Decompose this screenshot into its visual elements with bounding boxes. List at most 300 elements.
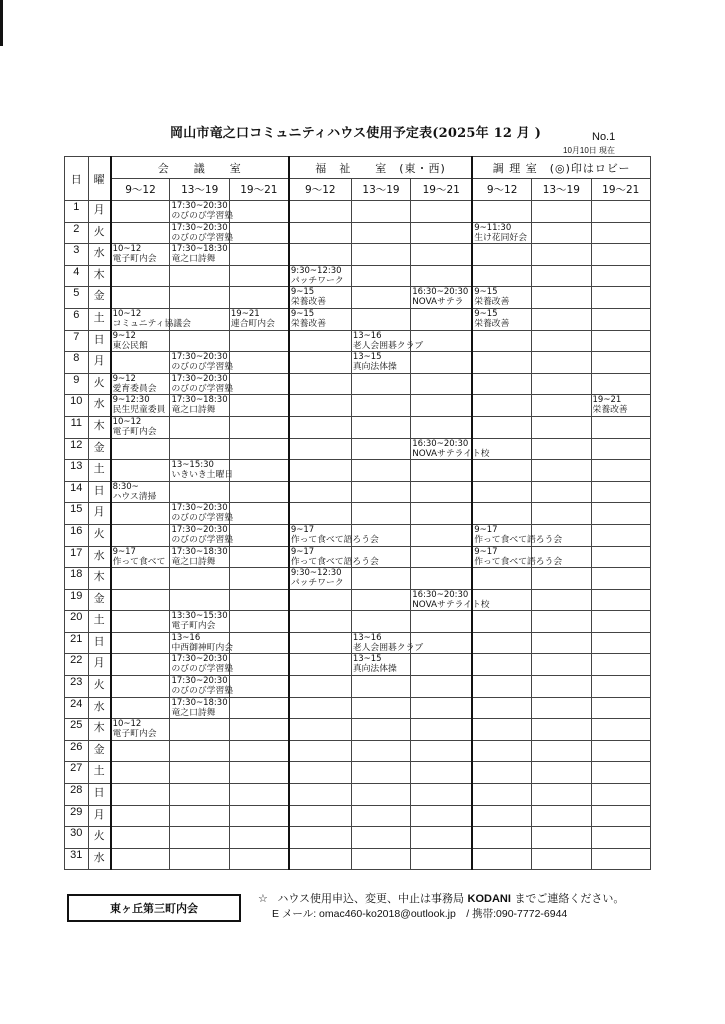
- schedule-cell: [111, 416, 170, 438]
- weekday: 火: [88, 222, 111, 244]
- schedule-cell: [472, 546, 563, 568]
- schedule-cell: [472, 805, 531, 827]
- day-number: 1: [65, 201, 89, 223]
- schedule-cell: [170, 762, 229, 784]
- schedule-cell: [591, 416, 650, 438]
- schedule-cell: [229, 352, 288, 374]
- event-time: 13~15:30: [171, 460, 214, 471]
- schedule-cell: [411, 373, 472, 395]
- weekday: 日: [88, 481, 111, 503]
- slot-header: 13～19: [532, 179, 591, 201]
- schedule-cell: [591, 481, 650, 503]
- schedule-cell: [111, 848, 170, 870]
- schedule-cell: [229, 740, 288, 762]
- event-time: 17:30~20:30: [171, 352, 228, 363]
- schedule-cell: [111, 568, 170, 590]
- schedule-cell: [532, 287, 591, 309]
- event-time: 19~21: [592, 395, 622, 406]
- schedule-cell: [351, 719, 410, 741]
- schedule-cell: [229, 373, 288, 395]
- schedule-cell: [170, 373, 234, 395]
- schedule-cell: [472, 222, 531, 244]
- slot-header: 9～12: [289, 179, 351, 201]
- schedule-cell: [229, 719, 288, 741]
- event-name: いきいき土曜日: [171, 470, 234, 481]
- schedule-cell: [111, 632, 170, 654]
- schedule-cell: [170, 568, 229, 590]
- schedule-cell: [351, 481, 410, 503]
- schedule-cell: [351, 352, 410, 374]
- schedule-cell: [532, 654, 591, 676]
- table-row: [65, 503, 651, 525]
- schedule-cell: [411, 546, 472, 568]
- schedule-cell: [411, 611, 472, 633]
- schedule-cell: [411, 416, 472, 438]
- schedule-cell: [591, 265, 650, 287]
- schedule-cell: [472, 352, 531, 374]
- schedule-cell: [170, 848, 229, 870]
- weekday: 土: [88, 611, 111, 633]
- day-number: 26: [65, 740, 89, 762]
- schedule-cell: [289, 416, 351, 438]
- schedule-cell: [411, 330, 472, 352]
- schedule-cell: [411, 719, 472, 741]
- event-time: 9~15: [290, 308, 315, 319]
- schedule-cell: [170, 719, 229, 741]
- event-time: 13~16: [352, 632, 382, 643]
- schedule-cell: [532, 244, 591, 266]
- slot-header: 9～12: [111, 179, 170, 201]
- schedule-cell: [289, 740, 351, 762]
- schedule-cell: [591, 654, 650, 676]
- weekday: 金: [88, 740, 111, 762]
- schedule-cell: [591, 805, 650, 827]
- event-name: 栄養改善: [592, 405, 628, 416]
- schedule-cell: [351, 546, 410, 568]
- schedule-cell: [411, 827, 472, 849]
- table-row: [65, 762, 651, 784]
- day-number: 6: [65, 308, 89, 330]
- schedule-cell: [111, 546, 170, 568]
- schedule-cell: [229, 568, 288, 590]
- weekday: 水: [88, 395, 111, 417]
- schedule-cell: [111, 438, 170, 460]
- event-name: 作って食べて語ろう会: [474, 534, 563, 545]
- weekday: 火: [88, 373, 111, 395]
- table-row: [65, 395, 651, 417]
- schedule-cell: [591, 201, 650, 223]
- event-name: NOVAサテラ: [412, 297, 464, 308]
- event-time: 17:30~20:30: [171, 373, 228, 384]
- as-of-date: 10月10日 現在: [563, 146, 616, 155]
- schedule-cell: [229, 265, 288, 287]
- day-number: 31: [65, 848, 89, 870]
- schedule-cell: [591, 308, 650, 330]
- table-row: [65, 632, 651, 654]
- schedule-cell: [532, 308, 591, 330]
- event-name: 生け花同好会: [474, 232, 527, 243]
- schedule-cell: [111, 589, 170, 611]
- schedule-cell: [351, 438, 410, 460]
- event-time: 19~21: [230, 308, 260, 319]
- day-number: 17: [65, 546, 89, 568]
- schedule-cell: [591, 848, 650, 870]
- room-header-welfare: 福 祉 室 (東・西): [289, 157, 472, 179]
- event-name: 連合町内会: [230, 318, 275, 329]
- schedule-cell: [472, 632, 531, 654]
- schedule-cell: [229, 589, 288, 611]
- schedule-cell: [532, 438, 591, 460]
- schedule-cell: [411, 654, 472, 676]
- day-number: 21: [65, 632, 89, 654]
- table-row: [65, 676, 651, 698]
- schedule-cell: [351, 784, 410, 806]
- organization-box: 東ヶ丘第三町内会: [67, 894, 241, 922]
- contact-line: E メール: omac460-ko2018@outlook.jp / 携帯:090-7772-6944: [272, 908, 568, 920]
- schedule-cell: [229, 611, 288, 633]
- event-time: 13~15: [352, 654, 382, 665]
- schedule-cell: [170, 416, 229, 438]
- schedule-cell: [411, 524, 472, 546]
- table-row: [65, 827, 651, 849]
- schedule-cell: [229, 460, 288, 482]
- schedule-cell: [472, 589, 531, 611]
- schedule-cell: [532, 460, 591, 482]
- schedule-cell: [591, 719, 650, 741]
- schedule-cell: [472, 740, 531, 762]
- table-row: [65, 568, 651, 590]
- slot-header: 9～12: [472, 179, 531, 201]
- schedule-cell: [289, 848, 351, 870]
- schedule-cell: [170, 697, 229, 719]
- schedule-cell: [411, 438, 490, 460]
- schedule-cell: [111, 481, 170, 503]
- schedule-cell: [170, 438, 229, 460]
- event-time: 9~17: [474, 546, 498, 557]
- schedule-cell: [289, 201, 351, 223]
- event-time: 9~17: [290, 524, 315, 535]
- schedule-cell: [289, 308, 351, 330]
- schedule-cell: [472, 201, 531, 223]
- table-row: [65, 308, 651, 330]
- event-name: 栄養改善: [474, 297, 510, 308]
- schedule-cell: [111, 676, 170, 698]
- event-name: 竜之口詩舞: [171, 556, 216, 567]
- schedule-cell: [170, 503, 234, 525]
- schedule-cell: [532, 373, 591, 395]
- event-name: 電子町内会: [112, 426, 157, 437]
- schedule-cell: [170, 287, 229, 309]
- weekday: 月: [88, 503, 111, 525]
- event-time: 16:30~20:30: [412, 438, 469, 449]
- weekday: 日: [88, 330, 111, 352]
- schedule-cell: [170, 654, 234, 676]
- schedule-cell: [591, 395, 650, 417]
- schedule-cell: [591, 330, 650, 352]
- schedule-cell: [351, 676, 410, 698]
- schedule-cell: [351, 697, 410, 719]
- event-time: 9:30~12:30: [290, 568, 342, 579]
- weekday: 月: [88, 805, 111, 827]
- event-name: のびのび学習塾: [171, 232, 234, 243]
- schedule-cell: [532, 546, 591, 568]
- schedule-cell: [289, 265, 351, 287]
- schedule-cell: [411, 697, 472, 719]
- schedule-cell: [591, 784, 650, 806]
- schedule-cell: [532, 568, 591, 590]
- schedule-cell: [170, 784, 229, 806]
- schedule-cell: [229, 222, 288, 244]
- schedule-cell: [351, 827, 410, 849]
- weekday: 月: [88, 654, 111, 676]
- event-name: パッチワーク: [290, 275, 344, 286]
- schedule-cell: [170, 481, 229, 503]
- schedule-cell: [229, 287, 288, 309]
- event-time: 10~12: [112, 719, 142, 730]
- schedule-cell: [229, 654, 288, 676]
- event-name: 東公民館: [112, 340, 148, 351]
- schedule-table: [64, 156, 651, 870]
- weekday: 木: [88, 719, 111, 741]
- weekday: 水: [88, 546, 111, 568]
- schedule-cell: [351, 503, 410, 525]
- weekday: 月: [88, 201, 111, 223]
- table-row: [65, 524, 651, 546]
- schedule-cell: [472, 784, 531, 806]
- day-number: 22: [65, 654, 89, 676]
- event-time: 10~12: [112, 308, 142, 319]
- schedule-cell: [411, 632, 472, 654]
- schedule-cell: [170, 201, 234, 223]
- schedule-cell: [111, 654, 170, 676]
- event-time: 9~15: [290, 287, 315, 298]
- schedule-cell: [532, 352, 591, 374]
- schedule-cell: [591, 546, 650, 568]
- schedule-cell: [472, 373, 531, 395]
- table-row: [65, 416, 651, 438]
- schedule-cell: [472, 568, 531, 590]
- schedule-cell: [472, 460, 531, 482]
- event-name: 栄養改善: [290, 297, 327, 308]
- schedule-cell: [111, 697, 170, 719]
- event-time: 17:30~18:30: [171, 697, 228, 708]
- day-number: 7: [65, 330, 89, 352]
- schedule-cell: [229, 395, 288, 417]
- day-number: 2: [65, 222, 89, 244]
- schedule-cell: [111, 244, 170, 266]
- table-row: [65, 784, 651, 806]
- schedule-cell: [532, 805, 591, 827]
- event-time: 17:30~18:30: [171, 546, 228, 557]
- event-name: 電子町内会: [171, 621, 216, 632]
- schedule-body: [65, 201, 651, 870]
- schedule-cell: [411, 784, 472, 806]
- weekday: 日: [88, 784, 111, 806]
- event-name: のびのび学習塾: [171, 513, 234, 524]
- schedule-cell: [289, 222, 351, 244]
- schedule-cell: [472, 265, 531, 287]
- page-title: 岡山市竜之口コミュニティハウス使用予定表(2025年 12 月 ): [170, 126, 542, 141]
- schedule-cell: [411, 265, 472, 287]
- schedule-cell: [532, 719, 591, 741]
- schedule-cell: [411, 848, 472, 870]
- schedule-cell: [229, 632, 288, 654]
- schedule-cell: [472, 762, 531, 784]
- schedule-cell: [229, 848, 288, 870]
- weekday: 土: [88, 762, 111, 784]
- schedule-cell: [472, 654, 531, 676]
- schedule-cell: [351, 848, 410, 870]
- schedule-cell: [229, 503, 288, 525]
- schedule-cell: [289, 568, 351, 590]
- schedule-cell: [532, 632, 591, 654]
- event-time: 9~12:30: [112, 395, 150, 406]
- schedule-cell: [111, 827, 170, 849]
- schedule-cell: [111, 287, 170, 309]
- schedule-cell: [111, 805, 170, 827]
- schedule-cell: [472, 611, 531, 633]
- schedule-cell: [411, 481, 472, 503]
- schedule-cell: [591, 352, 650, 374]
- event-time: 13~15: [352, 352, 382, 363]
- schedule-cell: [170, 265, 229, 287]
- schedule-cell: [289, 395, 351, 417]
- table-row: [65, 222, 651, 244]
- day-number: 13: [65, 460, 89, 482]
- event-name: のびのび学習塾: [171, 664, 234, 675]
- schedule-cell: [591, 373, 650, 395]
- slot-header-row: [65, 179, 651, 201]
- schedule-cell: [170, 611, 229, 633]
- weekday: 水: [88, 697, 111, 719]
- event-time: 10~12: [112, 244, 142, 255]
- schedule-cell: [289, 330, 351, 352]
- table-row: [65, 805, 651, 827]
- table-row: [65, 201, 651, 223]
- schedule-cell: [229, 201, 288, 223]
- schedule-cell: [111, 308, 191, 330]
- schedule-cell: [472, 287, 531, 309]
- day-number: 10: [65, 395, 89, 417]
- schedule-cell: [532, 481, 591, 503]
- day-header: 日: [65, 157, 89, 201]
- schedule-cell: [472, 697, 531, 719]
- schedule-cell: [111, 265, 170, 287]
- weekday-header: 曜: [88, 157, 111, 201]
- schedule-cell: [411, 395, 472, 417]
- schedule-cell: [289, 762, 351, 784]
- day-number: 4: [65, 265, 89, 287]
- schedule-cell: [170, 632, 234, 654]
- schedule-cell: [289, 460, 351, 482]
- day-number: 8: [65, 352, 89, 374]
- schedule-cell: [111, 373, 170, 395]
- schedule-cell: [229, 330, 288, 352]
- schedule-cell: [351, 308, 410, 330]
- schedule-cell: [351, 524, 410, 546]
- schedule-cell: [229, 676, 288, 698]
- schedule-cell: [472, 503, 531, 525]
- schedule-cell: [351, 740, 410, 762]
- event-name: 真向法体操: [352, 362, 397, 373]
- schedule-cell: [591, 287, 650, 309]
- schedule-cell: [472, 524, 563, 546]
- day-number: 24: [65, 697, 89, 719]
- schedule-cell: [532, 503, 591, 525]
- event-name: 作って食べて語ろう会: [290, 556, 379, 567]
- event-name: 真向法体操: [352, 664, 397, 675]
- schedule-cell: [591, 568, 650, 590]
- event-time: 8:30~: [112, 481, 139, 492]
- schedule-cell: [289, 697, 351, 719]
- schedule-cell: [289, 503, 351, 525]
- day-number: 23: [65, 676, 89, 698]
- room-header-kitchen: 調 理 室 (◎)印はロビー: [472, 157, 650, 179]
- star-icon: ☆: [258, 892, 268, 905]
- event-name: 作って食べて: [112, 556, 166, 567]
- table-row: [65, 244, 651, 266]
- schedule-cell: [472, 416, 531, 438]
- event-time: 17:30~18:30: [171, 244, 228, 255]
- event-time: 17:30~20:30: [171, 524, 228, 535]
- schedule-cell: [591, 632, 650, 654]
- schedule-cell: [229, 827, 288, 849]
- schedule-cell: [472, 848, 531, 870]
- event-time: 17:30~20:30: [171, 654, 228, 665]
- schedule-cell: [289, 719, 351, 741]
- schedule-cell: [351, 373, 410, 395]
- schedule-cell: [411, 201, 472, 223]
- table-row: [65, 611, 651, 633]
- event-name: 作って食べて語ろう会: [474, 556, 563, 567]
- day-number: 27: [65, 762, 89, 784]
- table-row: [65, 330, 651, 352]
- schedule-cell: [411, 308, 472, 330]
- schedule-cell: [472, 719, 531, 741]
- schedule-cell: [472, 676, 531, 698]
- schedule-cell: [472, 438, 531, 460]
- table-row: [65, 373, 651, 395]
- schedule-cell: [229, 546, 288, 568]
- schedule-cell: [411, 287, 472, 309]
- table-row: [65, 287, 651, 309]
- schedule-cell: [111, 222, 170, 244]
- schedule-cell: [170, 740, 229, 762]
- weekday: 土: [88, 460, 111, 482]
- schedule-cell: [472, 330, 531, 352]
- schedule-cell: [170, 524, 234, 546]
- weekday: 水: [88, 848, 111, 870]
- schedule-cell: [229, 438, 288, 460]
- table-row: [65, 589, 651, 611]
- notice-post: までご連絡ください。: [514, 892, 625, 905]
- table-row: [65, 265, 651, 287]
- page-number: No.1: [592, 131, 616, 143]
- event-time: 17:30~20:30: [171, 503, 228, 514]
- schedule-cell: [411, 740, 472, 762]
- schedule-cell: [532, 265, 591, 287]
- schedule-cell: [532, 611, 591, 633]
- schedule-cell: [111, 524, 170, 546]
- schedule-cell: [111, 201, 170, 223]
- schedule-cell: [351, 395, 410, 417]
- schedule-cell: [411, 352, 472, 374]
- event-time: 9~15: [474, 287, 498, 298]
- event-time: 17:30~20:30: [171, 201, 228, 211]
- schedule-cell: [532, 697, 591, 719]
- schedule-cell: [289, 438, 351, 460]
- event-time: 9~15: [474, 308, 498, 319]
